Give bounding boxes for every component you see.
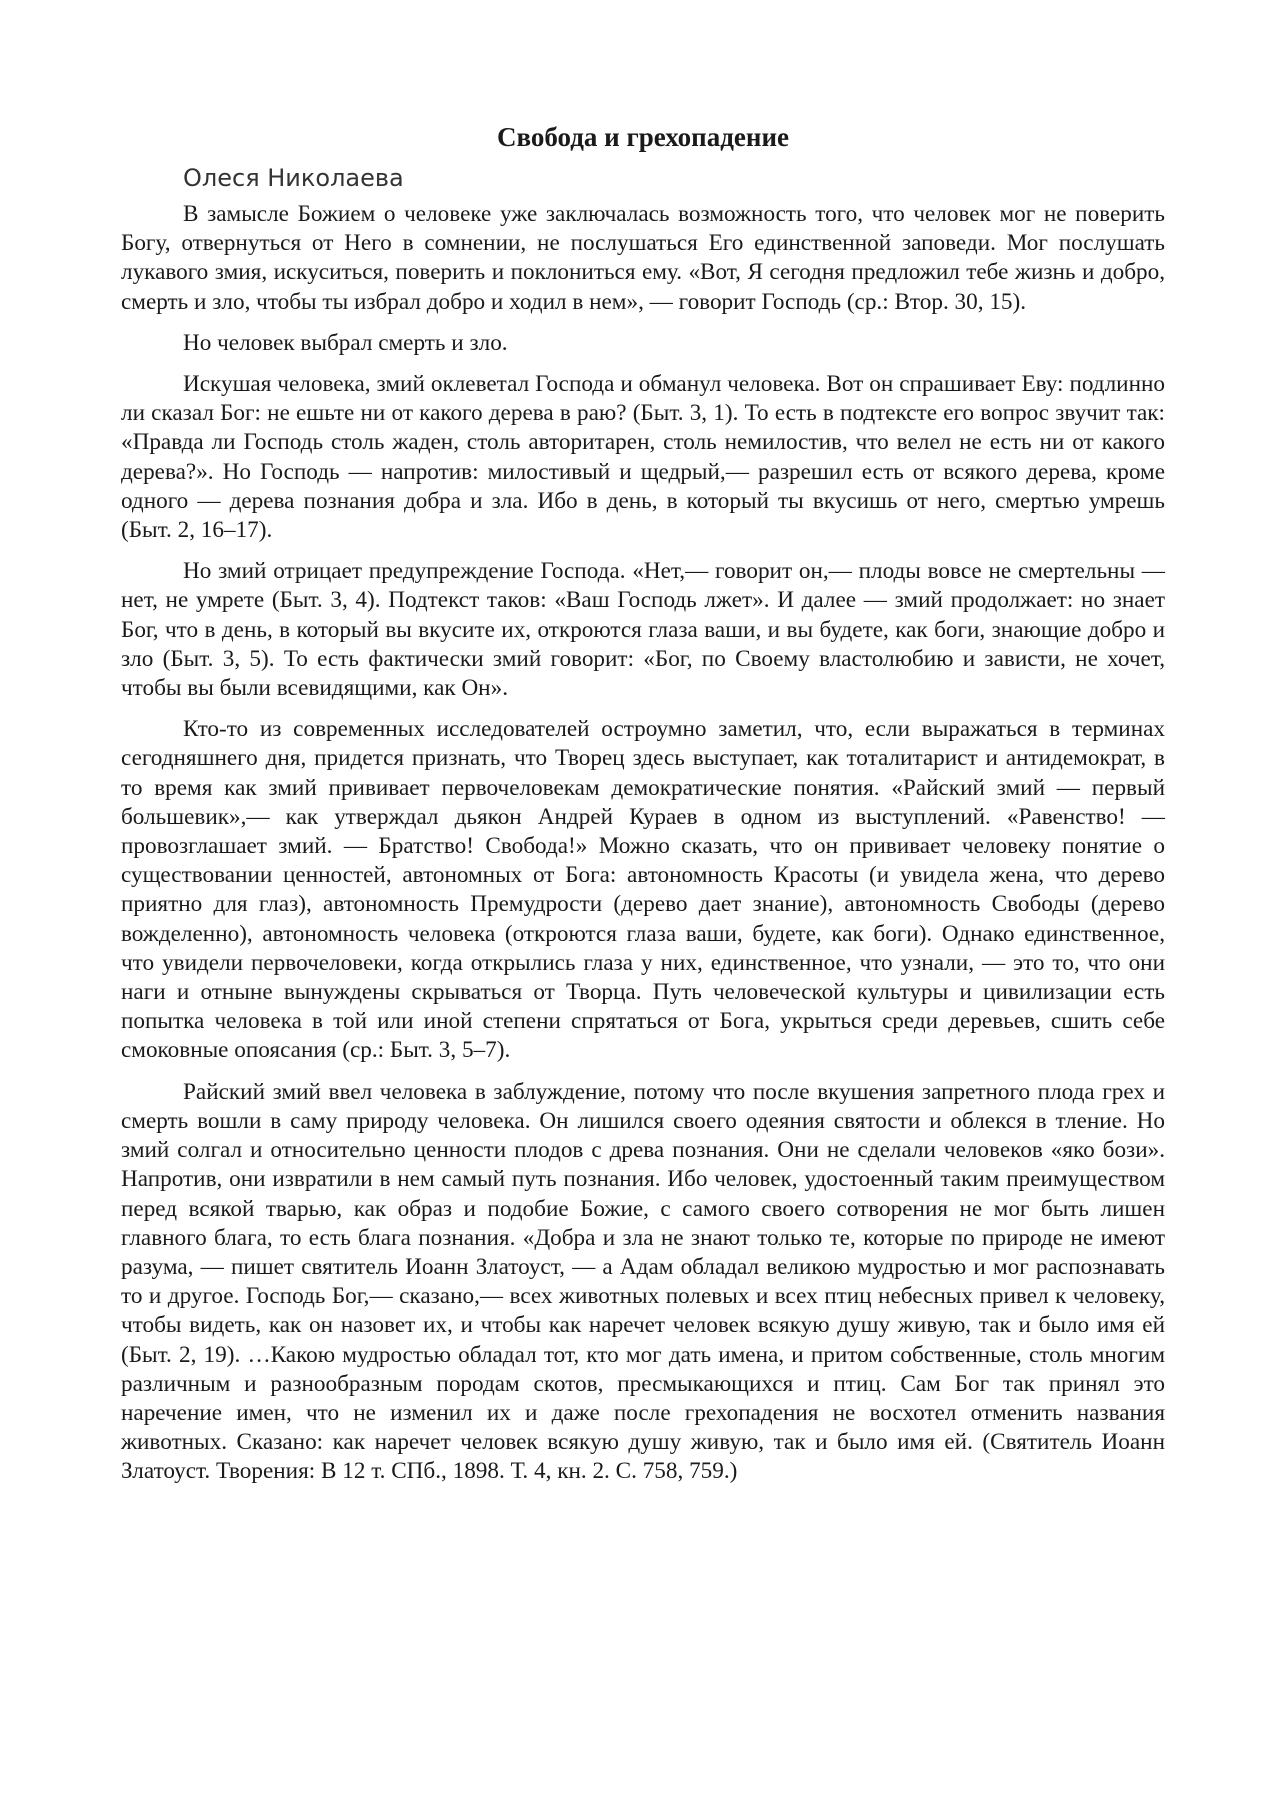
paragraph-3: Искушая человека, змий оклеветал Господа и обманул человека. Вот он спрашивает Еву: подлинно ли сказал Бог: не ешьте ни от какого дерева в раю? (Быт. 3, 1). То есть в подтексте его вопрос звучит так: «Правда ли Господь столь жаден, столь авторитарен, столь немилостив, что велел не есть ни от какого дерева?». Но Господь — напротив: милостивый и щедрый,— разрешил есть от всякого дерева, кроме одного — дерева познания добра и зла. Ибо в день, в который ты вкусишь от него, смертью умрешь (Быт. 2, 16–17). — [121, 371, 1165, 544]
paragraph-5: Кто-то из современных исследователей остроумно заметил, что, если выражаться в терминах сегодняшнего дня, придется признать, что Творец здесь выступает, как тоталитарист и антидемократ, в то время как змий прививает первочеловекам демократические понятия. «Райский змий — первый большевик»,— как утверждал дьякон Андрей Кураев в одном из выступлений. «Равенство! — провозглашает змий. — Братство! Свобода!» Можно сказать, что он прививает человеку понятие о существовании ценностей, автономных от Бога: автономность Красоты (и увидела жена, что дерево приятно для глаз), автономность Премудрости (дерево дает знание), автономность Свободы (дерево вожделенно), автономность человека (откроются глаза ваши, будете, как боги). Однако единственное, что увидели первочеловеки, когда открылись глаза у них, единственное, что узнали, — это то, что они наги и отныне вынуждены скрываться от Творца. Путь человеческой культуры и цивилизации есть попытка человека в той или иной степени спрятаться от Бога, укрыться среди деревьев, сшить себе смоковные опоясания (ср.: Быт. 3, 5–7). — [121, 716, 1165, 1064]
paragraph-6: Райский змий ввел человека в заблуждение, потому что после вкушения запретного плода грех и смерть вошли в саму природу человека. Он лишился своего одеяния святости и облекся в тление. Но змий солгал и относительно ценности плодов с древа познания. Они не сделали человеков «яко бози». Напротив, они извратили в нем самый путь познания. Ибо человек, удостоенный таким преимуществом перед всякой тварью, как образ и подобие Божие, с самого своего сотворения не мог быть лишен главного блага, то есть блага познания. «Добра и зла не знают только те, которые по природе не имеют разума, — пишет святитель Иоанн Златоуст, — а Адам обладал великою мудростью и мог распознавать то и другое. Господь Бог,— сказано,— всех животных полевых и всех птиц небесных привел к человеку, чтобы видеть, как он назовет их, и чтобы как наречет человек всякую душу живую, так и было имя ей (Быт. 2, 19). …Какою мудростью обладал тот, кто мог дать имена, и притом собственные, столь многим различным и разнообразным породам скотов, пресмыкающихся и птиц. Сам Бог так принял это наречение имен, что не изменил их и даже после грехопадения не восхотел отменить названия животных. Сказано: как наречет человек всякую душу живую, так и было имя ей. (Святитель Иоанн Златоуст. Творения: В 12 т. СПб., 1898. Т. 4, кн. 2. С. 758, 759.) — [121, 1078, 1165, 1485]
paragraph-2: Но человек выбрал смерть и зло. — [183, 329, 508, 356]
document-title: Свобода и грехопадение — [497, 122, 789, 152]
author-name: Олеся Николаева — [183, 164, 404, 192]
document-page — [121, 118, 1165, 1499]
paragraph-4: Но змий отрицает предупреждение Господа. «Нет,— говорит он,— плоды вовсе не смертельны — нет, не умрете (Быт. 3, 4). Подтекст таков: «Ваш Господь лжет». И далее — змий продолжает: но знает Бог, что в день, в который вы вкусите их, откроются глаза ваши, и вы будете, как боги, знающие добро и зло (Быт. 3, 5). То есть фактически змий говорит: «Бог, по Своему властолюбию и зависти, не хочет, чтобы вы были всевидящими, как Он». — [121, 558, 1165, 702]
paragraph-1: В замысле Божием о человеке уже заключалась возможность того, что человек мог не поверить Богу, отвернуться от Него в сомнении, не послушаться Его единственной заповеди. Мог послушать лукавого змия, искуситься, поверить и поклониться ему. «Вот, Я сегодня предложил тебе жизнь и добро, смерть и зло, чтобы ты избрал добро и ходил в нем», — говорит Господь (ср.: Втор. 30, 15). — [121, 201, 1165, 315]
